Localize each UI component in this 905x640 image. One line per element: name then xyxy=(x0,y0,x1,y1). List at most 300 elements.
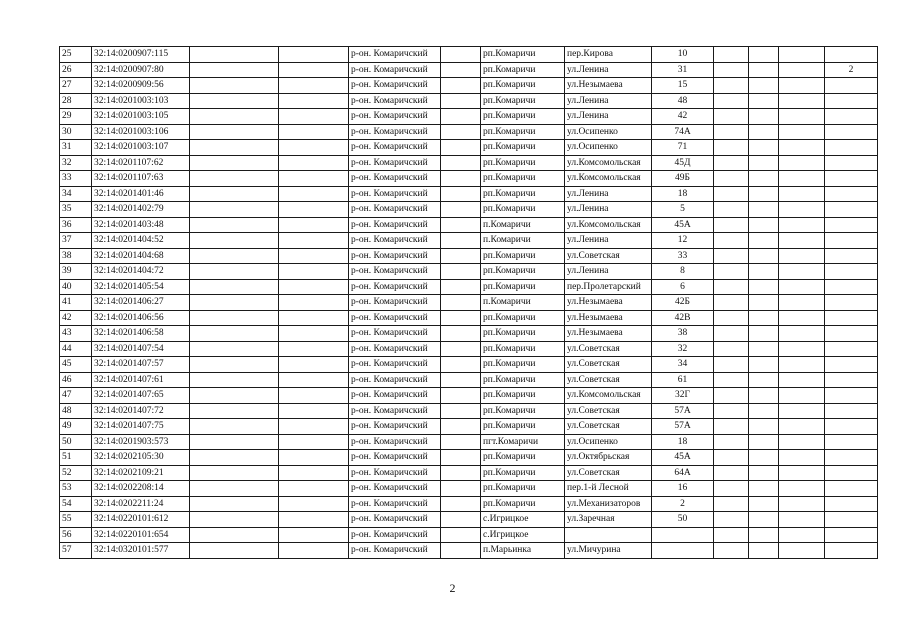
street-cell: ул.Незымаева xyxy=(565,326,652,342)
empty-cell xyxy=(279,496,349,512)
table-row xyxy=(60,357,878,373)
extra-value-cell xyxy=(825,310,878,326)
extra-value-cell xyxy=(825,295,878,311)
empty-cell xyxy=(714,109,749,125)
empty-cell xyxy=(749,93,779,109)
table-row xyxy=(60,372,878,388)
empty-cell xyxy=(190,62,279,78)
cadastral-number-cell: 32:14:0201401:46 xyxy=(92,186,190,202)
empty-cell xyxy=(190,357,279,373)
extra-value-cell xyxy=(825,403,878,419)
empty-cell xyxy=(441,78,481,94)
empty-cell xyxy=(714,78,749,94)
empty-cell xyxy=(779,217,825,233)
empty-cell xyxy=(749,47,779,63)
row-number-cell: 56 xyxy=(60,527,92,543)
empty-cell xyxy=(714,295,749,311)
empty-cell xyxy=(779,372,825,388)
row-number-cell: 45 xyxy=(60,357,92,373)
table-row xyxy=(60,465,878,481)
empty-cell xyxy=(779,47,825,63)
empty-cell xyxy=(714,186,749,202)
empty-cell xyxy=(190,419,279,435)
street-cell: ул.Комсомольская xyxy=(565,171,652,187)
street-cell: пер.Пролетарский xyxy=(565,279,652,295)
cadastral-number-cell: 32:14:0201406:27 xyxy=(92,295,190,311)
empty-cell xyxy=(279,372,349,388)
table-row xyxy=(60,310,878,326)
empty-cell xyxy=(279,481,349,497)
row-number-cell: 35 xyxy=(60,202,92,218)
empty-cell xyxy=(190,341,279,357)
empty-cell xyxy=(779,202,825,218)
empty-cell xyxy=(714,279,749,295)
table-row xyxy=(60,217,878,233)
house-number-cell: 42 xyxy=(652,109,714,125)
cadastral-number-cell: 32:14:0201407:65 xyxy=(92,388,190,404)
locality-cell: рп.Комаричи xyxy=(481,481,565,497)
empty-cell xyxy=(749,155,779,171)
house-number-cell: 64А xyxy=(652,465,714,481)
empty-cell xyxy=(749,217,779,233)
district-cell: р-он. Комаричский xyxy=(349,543,441,559)
district-cell: р-он. Комаричский xyxy=(349,233,441,249)
extra-value-cell xyxy=(825,78,878,94)
extra-value-cell xyxy=(825,527,878,543)
house-number-cell: 6 xyxy=(652,279,714,295)
locality-cell: п.Комаричи xyxy=(481,295,565,311)
district-cell: р-он. Комаричский xyxy=(349,357,441,373)
house-number-cell: 15 xyxy=(652,78,714,94)
house-number-cell: 50 xyxy=(652,512,714,528)
empty-cell xyxy=(441,248,481,264)
extra-value-cell xyxy=(825,481,878,497)
empty-cell xyxy=(749,543,779,559)
empty-cell xyxy=(190,512,279,528)
empty-cell xyxy=(279,78,349,94)
extra-value-cell xyxy=(825,341,878,357)
empty-cell xyxy=(714,512,749,528)
empty-cell xyxy=(779,264,825,280)
row-number-cell: 51 xyxy=(60,450,92,466)
empty-cell xyxy=(441,465,481,481)
house-number-cell: 42Б xyxy=(652,295,714,311)
table-row xyxy=(60,140,878,156)
extra-value-cell xyxy=(825,372,878,388)
empty-cell xyxy=(779,403,825,419)
empty-cell xyxy=(441,403,481,419)
empty-cell xyxy=(441,47,481,63)
empty-cell xyxy=(279,527,349,543)
empty-cell xyxy=(279,217,349,233)
district-cell: р-он. Комаричский xyxy=(349,450,441,466)
empty-cell xyxy=(190,233,279,249)
empty-cell xyxy=(779,527,825,543)
locality-cell: рп.Комаричи xyxy=(481,326,565,342)
extra-value-cell xyxy=(825,419,878,435)
locality-cell: рп.Комаричи xyxy=(481,186,565,202)
row-number-cell: 46 xyxy=(60,372,92,388)
extra-value-cell xyxy=(825,496,878,512)
empty-cell xyxy=(190,248,279,264)
empty-cell xyxy=(714,450,749,466)
locality-cell: с.Игрицкое xyxy=(481,512,565,528)
district-cell: р-он. Комаричский xyxy=(349,124,441,140)
empty-cell xyxy=(714,93,749,109)
table-row xyxy=(60,450,878,466)
district-cell: р-он. Комаричский xyxy=(349,186,441,202)
table-row xyxy=(60,434,878,450)
locality-cell: рп.Комаричи xyxy=(481,310,565,326)
table-row xyxy=(60,341,878,357)
table-row xyxy=(60,403,878,419)
row-number-cell: 52 xyxy=(60,465,92,481)
cadastral-number-cell: 32:14:0201407:72 xyxy=(92,403,190,419)
row-number-cell: 54 xyxy=(60,496,92,512)
row-number-cell: 33 xyxy=(60,171,92,187)
cadastral-number-cell: 32:14:0201406:56 xyxy=(92,310,190,326)
row-number-cell: 26 xyxy=(60,62,92,78)
table-row xyxy=(60,47,878,63)
extra-value-cell xyxy=(825,512,878,528)
empty-cell xyxy=(279,171,349,187)
empty-cell xyxy=(279,419,349,435)
empty-cell xyxy=(441,527,481,543)
table-row xyxy=(60,419,878,435)
extra-value-cell xyxy=(825,264,878,280)
page-number: 2 xyxy=(449,581,456,595)
locality-cell: рп.Комаричи xyxy=(481,62,565,78)
extra-value-cell xyxy=(825,434,878,450)
table-row xyxy=(60,264,878,280)
extra-value-cell xyxy=(825,357,878,373)
empty-cell xyxy=(714,310,749,326)
empty-cell xyxy=(714,419,749,435)
table-row xyxy=(60,295,878,311)
street-cell: ул.Ленина xyxy=(565,233,652,249)
empty-cell xyxy=(749,186,779,202)
table-row xyxy=(60,202,878,218)
house-number-cell: 18 xyxy=(652,186,714,202)
empty-cell xyxy=(714,465,749,481)
house-number-cell: 34 xyxy=(652,357,714,373)
row-number-cell: 25 xyxy=(60,47,92,63)
empty-cell xyxy=(190,171,279,187)
district-cell: р-он. Комаричский xyxy=(349,47,441,63)
district-cell: р-он. Комаричский xyxy=(349,434,441,450)
empty-cell xyxy=(190,217,279,233)
row-number-cell: 48 xyxy=(60,403,92,419)
house-number-cell: 2 xyxy=(652,496,714,512)
empty-cell xyxy=(190,496,279,512)
locality-cell: рп.Комаричи xyxy=(481,93,565,109)
district-cell: р-он. Комаричский xyxy=(349,465,441,481)
locality-cell: рп.Комаричи xyxy=(481,388,565,404)
district-cell: р-он. Комаричский xyxy=(349,78,441,94)
empty-cell xyxy=(779,62,825,78)
row-number-cell: 57 xyxy=(60,543,92,559)
row-number-cell: 41 xyxy=(60,295,92,311)
empty-cell xyxy=(779,171,825,187)
locality-cell: рп.Комаричи xyxy=(481,140,565,156)
extra-value-cell xyxy=(825,217,878,233)
cadastral-number-cell: 32:14:0201003:106 xyxy=(92,124,190,140)
extra-value-cell xyxy=(825,109,878,125)
row-number-cell: 32 xyxy=(60,155,92,171)
empty-cell xyxy=(749,140,779,156)
house-number-cell: 32Г xyxy=(652,388,714,404)
empty-cell xyxy=(441,109,481,125)
empty-cell xyxy=(190,186,279,202)
empty-cell xyxy=(441,326,481,342)
row-number-cell: 29 xyxy=(60,109,92,125)
empty-cell xyxy=(779,512,825,528)
extra-value-cell xyxy=(825,279,878,295)
cadastral-number-cell: 32:14:0201003:103 xyxy=(92,93,190,109)
locality-cell: п.Комаричи xyxy=(481,217,565,233)
cadastral-number-cell: 32:14:0201404:52 xyxy=(92,233,190,249)
empty-cell xyxy=(779,326,825,342)
empty-cell xyxy=(279,403,349,419)
street-cell: ул.Ленина xyxy=(565,202,652,218)
empty-cell xyxy=(279,326,349,342)
empty-cell xyxy=(749,248,779,264)
empty-cell xyxy=(779,419,825,435)
district-cell: р-он. Комаричский xyxy=(349,341,441,357)
house-number-cell: 31 xyxy=(652,62,714,78)
empty-cell xyxy=(749,450,779,466)
district-cell: р-он. Комаричский xyxy=(349,62,441,78)
street-cell: ул.Механизаторов xyxy=(565,496,652,512)
empty-cell xyxy=(441,233,481,249)
empty-cell xyxy=(190,465,279,481)
empty-cell xyxy=(279,202,349,218)
empty-cell xyxy=(714,496,749,512)
house-number-cell: 61 xyxy=(652,372,714,388)
empty-cell xyxy=(749,434,779,450)
table-row xyxy=(60,279,878,295)
empty-cell xyxy=(279,388,349,404)
cadastral-number-cell: 32:14:0201107:63 xyxy=(92,171,190,187)
empty-cell xyxy=(749,481,779,497)
house-number-cell: 18 xyxy=(652,434,714,450)
empty-cell xyxy=(441,140,481,156)
table-row xyxy=(60,481,878,497)
table-row xyxy=(60,527,878,543)
empty-cell xyxy=(190,481,279,497)
row-number-cell: 49 xyxy=(60,419,92,435)
empty-cell xyxy=(714,543,749,559)
locality-cell: с.Игрицкое xyxy=(481,527,565,543)
empty-cell xyxy=(779,481,825,497)
empty-cell xyxy=(279,543,349,559)
table-row xyxy=(60,78,878,94)
house-number-cell: 45А xyxy=(652,217,714,233)
empty-cell xyxy=(714,233,749,249)
extra-value-cell xyxy=(825,450,878,466)
empty-cell xyxy=(279,279,349,295)
street-cell: ул.Ленина xyxy=(565,93,652,109)
street-cell: пер.Кирова xyxy=(565,47,652,63)
district-cell: р-он. Комаричский xyxy=(349,109,441,125)
district-cell: р-он. Комаричский xyxy=(349,326,441,342)
cadastral-number-cell: 32:14:0200909:56 xyxy=(92,78,190,94)
empty-cell xyxy=(749,341,779,357)
locality-cell: рп.Комаричи xyxy=(481,264,565,280)
empty-cell xyxy=(441,481,481,497)
empty-cell xyxy=(190,124,279,140)
empty-cell xyxy=(749,512,779,528)
empty-cell xyxy=(779,155,825,171)
house-number-cell: 49Б xyxy=(652,171,714,187)
extra-value-cell xyxy=(825,47,878,63)
empty-cell xyxy=(749,78,779,94)
district-cell: р-он. Комаричский xyxy=(349,372,441,388)
empty-cell xyxy=(441,357,481,373)
cadastral-number-cell: 32:14:0201403:48 xyxy=(92,217,190,233)
locality-cell: рп.Комаричи xyxy=(481,202,565,218)
empty-cell xyxy=(279,264,349,280)
empty-cell xyxy=(441,450,481,466)
cadastral-number-cell: 32:14:0201404:68 xyxy=(92,248,190,264)
house-number-cell: 38 xyxy=(652,326,714,342)
row-number-cell: 43 xyxy=(60,326,92,342)
empty-cell xyxy=(190,109,279,125)
district-cell: р-он. Комаричский xyxy=(349,527,441,543)
empty-cell xyxy=(190,78,279,94)
empty-cell xyxy=(279,465,349,481)
locality-cell: рп.Комаричи xyxy=(481,155,565,171)
extra-value-cell xyxy=(825,93,878,109)
street-cell: ул.Незымаева xyxy=(565,295,652,311)
empty-cell xyxy=(279,248,349,264)
district-cell: р-он. Комаричский xyxy=(349,481,441,497)
extra-value-cell xyxy=(825,186,878,202)
empty-cell xyxy=(279,62,349,78)
empty-cell xyxy=(279,512,349,528)
empty-cell xyxy=(749,326,779,342)
empty-cell xyxy=(749,465,779,481)
table-row xyxy=(60,62,878,78)
empty-cell xyxy=(749,527,779,543)
row-number-cell: 44 xyxy=(60,341,92,357)
cadastral-number-cell: 32:14:0200907:115 xyxy=(92,47,190,63)
empty-cell xyxy=(441,310,481,326)
empty-cell xyxy=(749,202,779,218)
empty-cell xyxy=(749,109,779,125)
cadastral-number-cell: 32:14:0201404:72 xyxy=(92,264,190,280)
empty-cell xyxy=(749,310,779,326)
table-row xyxy=(60,388,878,404)
locality-cell: пгт.Комаричи xyxy=(481,434,565,450)
empty-cell xyxy=(190,527,279,543)
district-cell: р-он. Комаричский xyxy=(349,279,441,295)
empty-cell xyxy=(441,388,481,404)
street-cell: ул.Осипенко xyxy=(565,124,652,140)
table-body xyxy=(60,47,878,559)
district-cell: р-он. Комаричский xyxy=(349,264,441,280)
house-number-cell: 57А xyxy=(652,419,714,435)
street-cell: ул.Советская xyxy=(565,403,652,419)
empty-cell xyxy=(779,465,825,481)
locality-cell: рп.Комаричи xyxy=(481,450,565,466)
document-sheet xyxy=(59,46,878,559)
empty-cell xyxy=(190,47,279,63)
empty-cell xyxy=(714,357,749,373)
empty-cell xyxy=(190,403,279,419)
empty-cell xyxy=(749,279,779,295)
street-cell: ул.Советская xyxy=(565,372,652,388)
house-number-cell xyxy=(652,543,714,559)
empty-cell xyxy=(749,419,779,435)
cadastral-number-cell: 32:14:0201407:61 xyxy=(92,372,190,388)
locality-cell: рп.Комаричи xyxy=(481,496,565,512)
table-row xyxy=(60,233,878,249)
empty-cell xyxy=(279,109,349,125)
empty-cell xyxy=(441,93,481,109)
cadastral-number-cell: 32:14:0201405:54 xyxy=(92,279,190,295)
house-number-cell: 8 xyxy=(652,264,714,280)
cadastral-number-cell: 32:14:0201003:105 xyxy=(92,109,190,125)
empty-cell xyxy=(190,388,279,404)
empty-cell xyxy=(749,62,779,78)
empty-cell xyxy=(779,388,825,404)
street-cell: ул.Ленина xyxy=(565,62,652,78)
empty-cell xyxy=(441,155,481,171)
empty-cell xyxy=(779,109,825,125)
street-cell: ул.Комсомольская xyxy=(565,388,652,404)
table-row xyxy=(60,124,878,140)
empty-cell xyxy=(779,248,825,264)
table-row xyxy=(60,543,878,559)
empty-cell xyxy=(441,543,481,559)
street-cell: ул.Ленина xyxy=(565,109,652,125)
empty-cell xyxy=(714,47,749,63)
cadastral-register-table xyxy=(59,46,878,559)
empty-cell xyxy=(279,450,349,466)
empty-cell xyxy=(779,186,825,202)
street-cell: ул.Советская xyxy=(565,357,652,373)
row-number-cell: 37 xyxy=(60,233,92,249)
locality-cell: рп.Комаричи xyxy=(481,465,565,481)
district-cell: р-он. Комаричский xyxy=(349,155,441,171)
row-number-cell: 36 xyxy=(60,217,92,233)
empty-cell xyxy=(714,341,749,357)
empty-cell xyxy=(779,496,825,512)
empty-cell xyxy=(279,341,349,357)
empty-cell xyxy=(714,124,749,140)
cadastral-number-cell: 32:14:0201903:573 xyxy=(92,434,190,450)
empty-cell xyxy=(441,217,481,233)
row-number-cell: 34 xyxy=(60,186,92,202)
district-cell: р-он. Комаричский xyxy=(349,171,441,187)
empty-cell xyxy=(749,357,779,373)
locality-cell: рп.Комаричи xyxy=(481,124,565,140)
empty-cell xyxy=(190,372,279,388)
empty-cell xyxy=(779,93,825,109)
cadastral-number-cell: 32:14:0320101:577 xyxy=(92,543,190,559)
locality-cell: рп.Комаричи xyxy=(481,109,565,125)
empty-cell xyxy=(749,264,779,280)
table-row xyxy=(60,496,878,512)
district-cell: р-он. Комаричский xyxy=(349,140,441,156)
empty-cell xyxy=(190,155,279,171)
street-cell: ул.Советская xyxy=(565,341,652,357)
empty-cell xyxy=(749,496,779,512)
cadastral-number-cell: 32:14:0220101:654 xyxy=(92,527,190,543)
extra-value-cell xyxy=(825,465,878,481)
extra-value-cell xyxy=(825,155,878,171)
